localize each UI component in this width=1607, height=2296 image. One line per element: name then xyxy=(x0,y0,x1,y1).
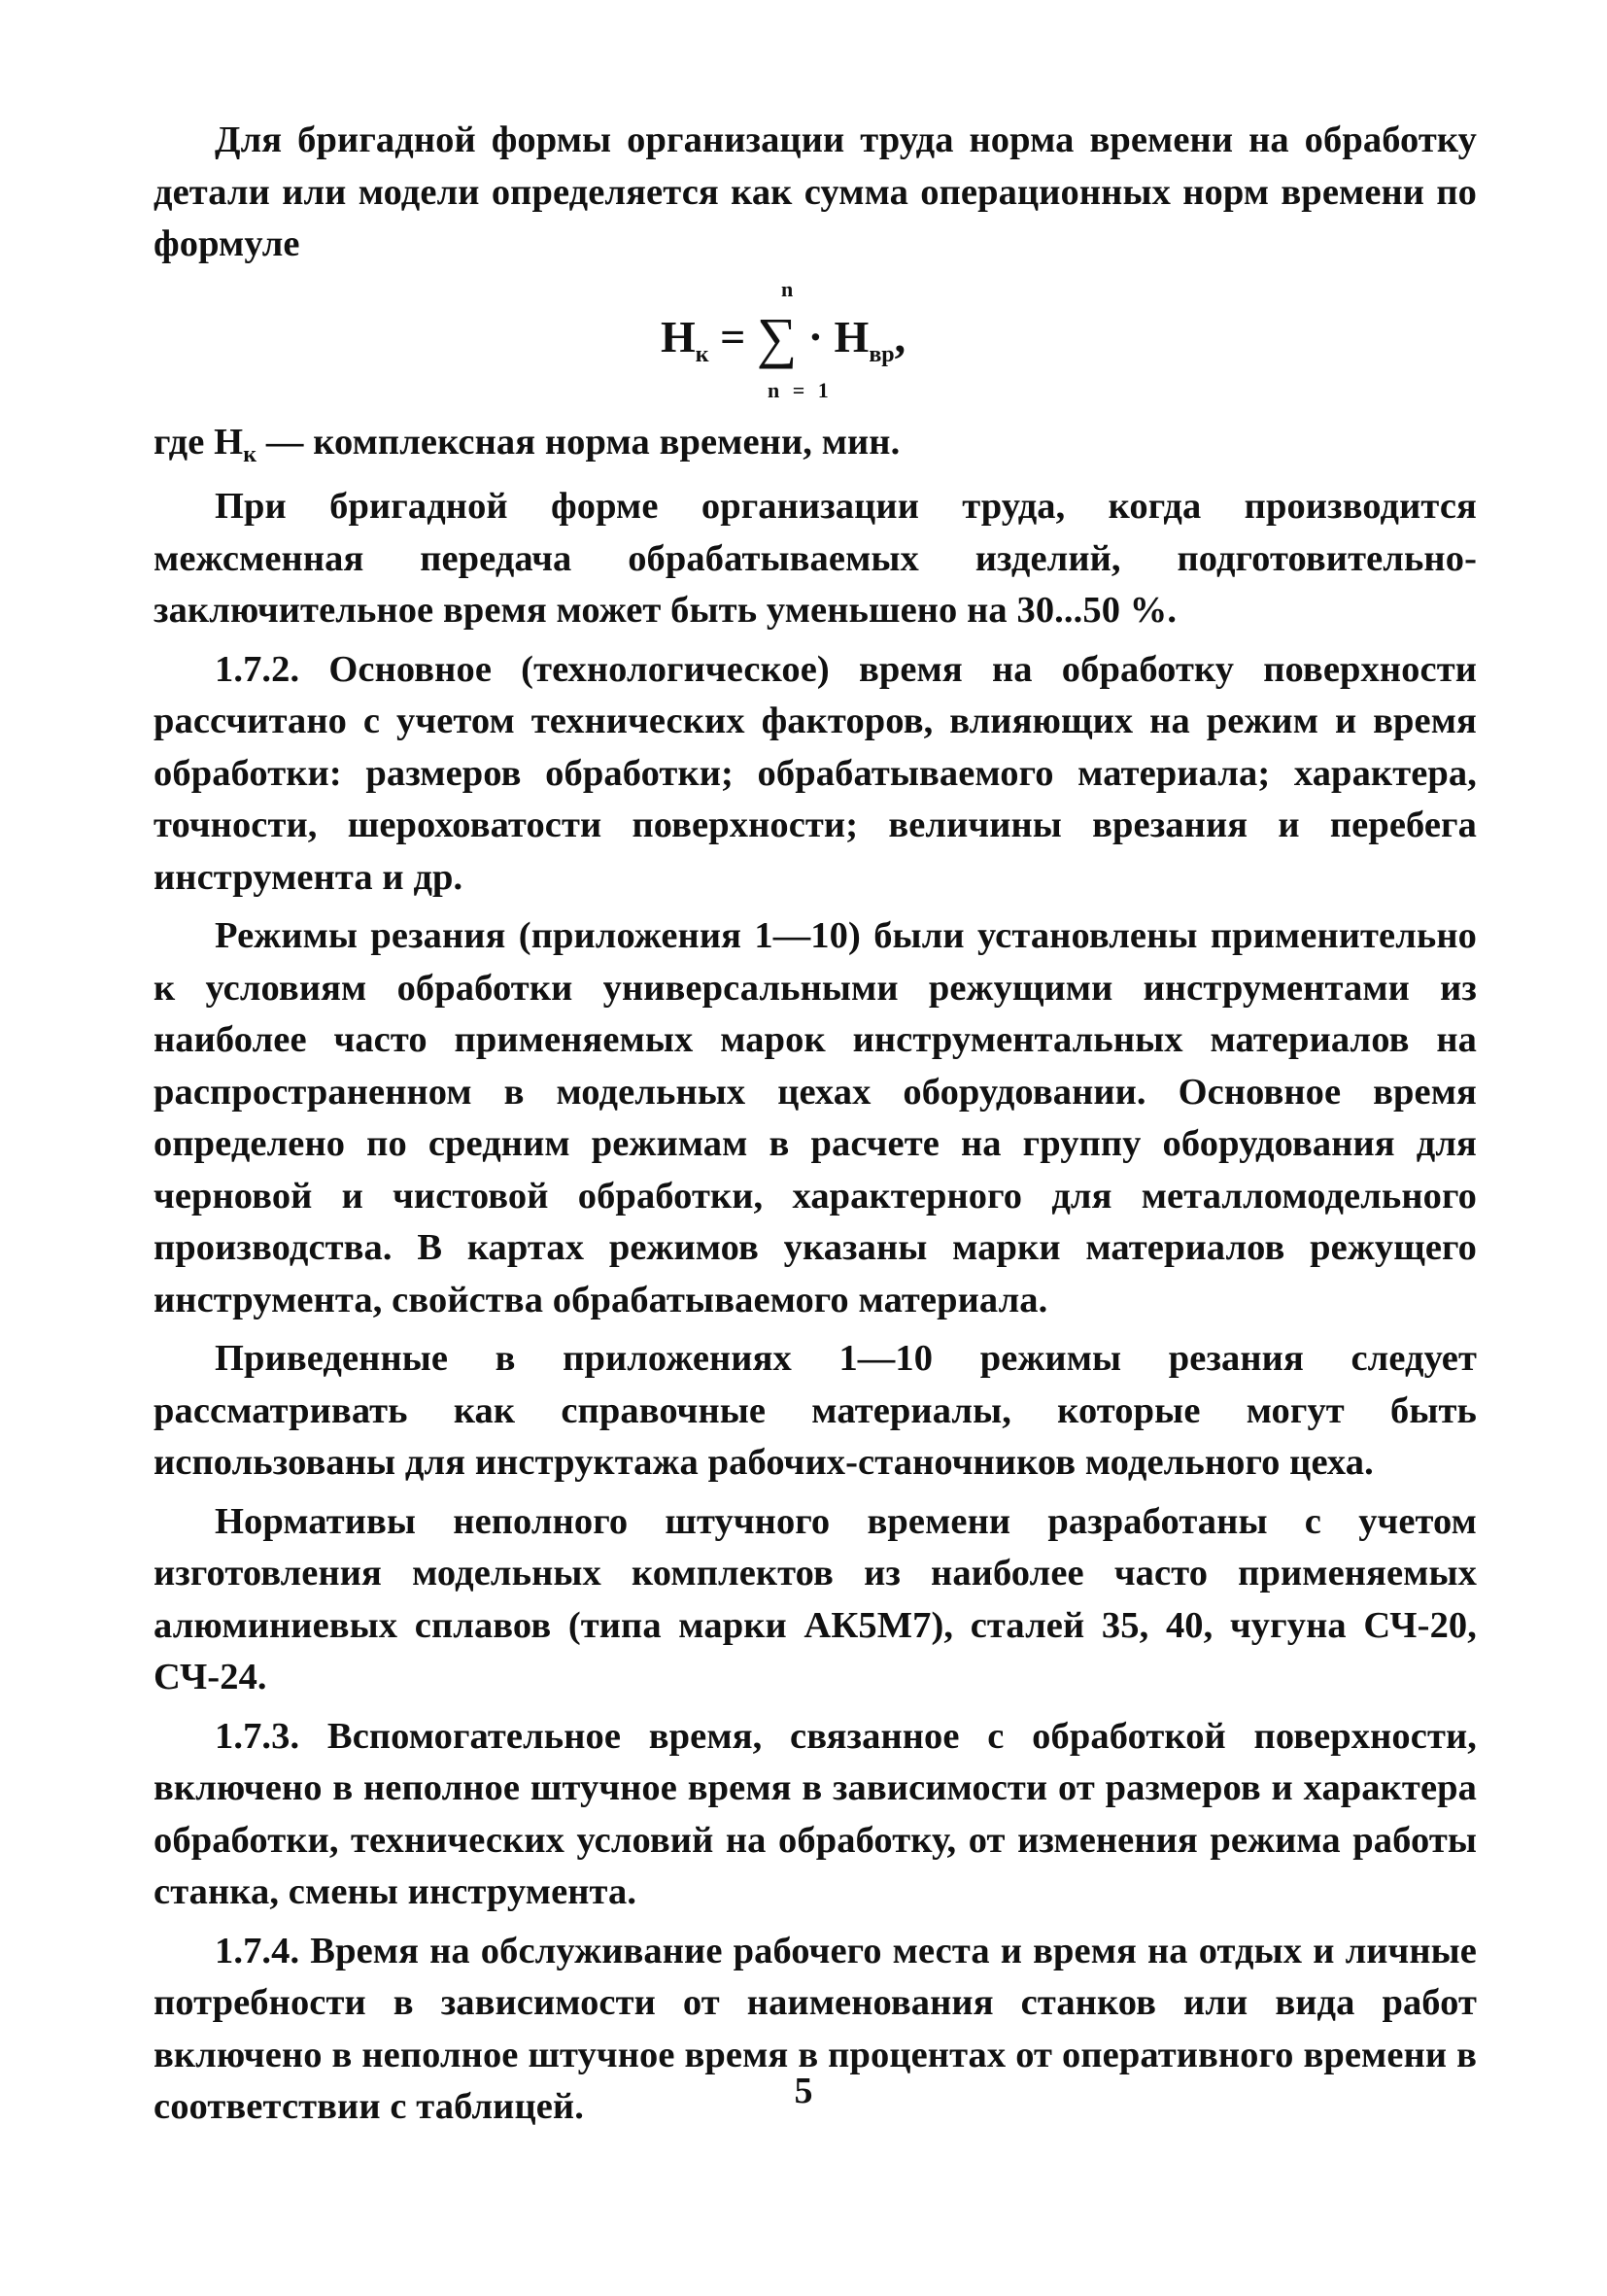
paragraph-interchange: При бригадной форме организации труда, когда производится межсменная передача обрабатываемых изделий, подготовительно-заключительное время может быть уменьшено на 30...50 %. xyxy=(154,486,1477,631)
paragraph-where xyxy=(154,417,1477,482)
formula-eq: = xyxy=(708,311,757,361)
formula-lhs-sub: к xyxy=(695,341,709,367)
where-sub: к xyxy=(243,441,257,467)
paragraph-1-7-2: 1.7.2. Основное (технологическое) время на обработку поверхности рассчитано с учетом технических факторов, влияющих на режим и время обработки: размеров обработки; обрабатываемого материала; характера, точности, шероховатости поверхности; величины врезания и перебега инструмента и др. xyxy=(154,648,1477,898)
formula-rhs: Н xyxy=(834,311,870,361)
where-text: — комплексная норма времени, мин. xyxy=(256,421,901,463)
paragraph-1-7-3: 1.7.3. Вспомогательное время, связанное с обработкой поверхности, включено в неполное штучное время в зависимости от размеров и характера обработки, технических условий на обработку, от изменения режима работы станка, смены инструмента. xyxy=(154,1715,1477,1912)
formula-lhs: Н xyxy=(661,311,696,361)
sum-icon: ∑ xyxy=(756,305,798,369)
paragraph-brigade-norm: Для бригадной формы организации труда норма времени на обработку детали или модели определяется как сумма операционных норм времени по формуле xyxy=(154,120,1477,264)
page-number: 5 xyxy=(794,2071,813,2111)
sum-lower-limit: n = 1 xyxy=(768,377,833,402)
paragraph-cutting-modes: Режимы резания (приложения 1—10) были установлены применительно к условиям обработки универсальными режущими инструментами из наиболее часто применяемых марок инструментальных материалов на распространенном в модельных цехах оборудовании. Основное время определено по средним режимам в расчете на группу оборудования для черновой и чистовой обработки, характерного для металломодельного производства. В картах режимов указаны марки материалов режущего инструмента, свойства обрабатываемого материала. xyxy=(154,915,1477,1320)
formula-dot: · xyxy=(797,311,835,361)
sum-upper-limit: n xyxy=(781,276,794,301)
paragraph-1-7-4: 1.7.4. Время на обслуживание рабочего места и время на отдых и личные потребности в зависимости от наименования станков или вида работ включено в неполное штучное время в процентах от оперативного времени в соответствии с таблицей. xyxy=(154,1930,1477,2127)
formula-tail: , xyxy=(894,311,906,361)
where-prefix: где Н xyxy=(154,421,244,463)
formula-body xyxy=(661,300,906,368)
formula-complex-norm xyxy=(154,271,1477,417)
paragraph-norms: Нормативы неполного штучного времени разработаны с учетом изготовления модельных комплектов из наиболее часто применяемых алюминиевых сплавов (типа марки АК5М7), сталей 35, 40, чугуна СЧ-20, СЧ-24. xyxy=(154,1500,1477,1697)
paragraph-reference-materials: Приведенные в приложениях 1—10 режимы резания следует рассматривать как справочные материалы, которые могут быть использованы для инструктажа рабочих-станочников модельного цеха. xyxy=(154,1338,1477,1483)
document-page xyxy=(154,115,1477,2134)
formula-rhs-sub: вр xyxy=(869,341,895,367)
